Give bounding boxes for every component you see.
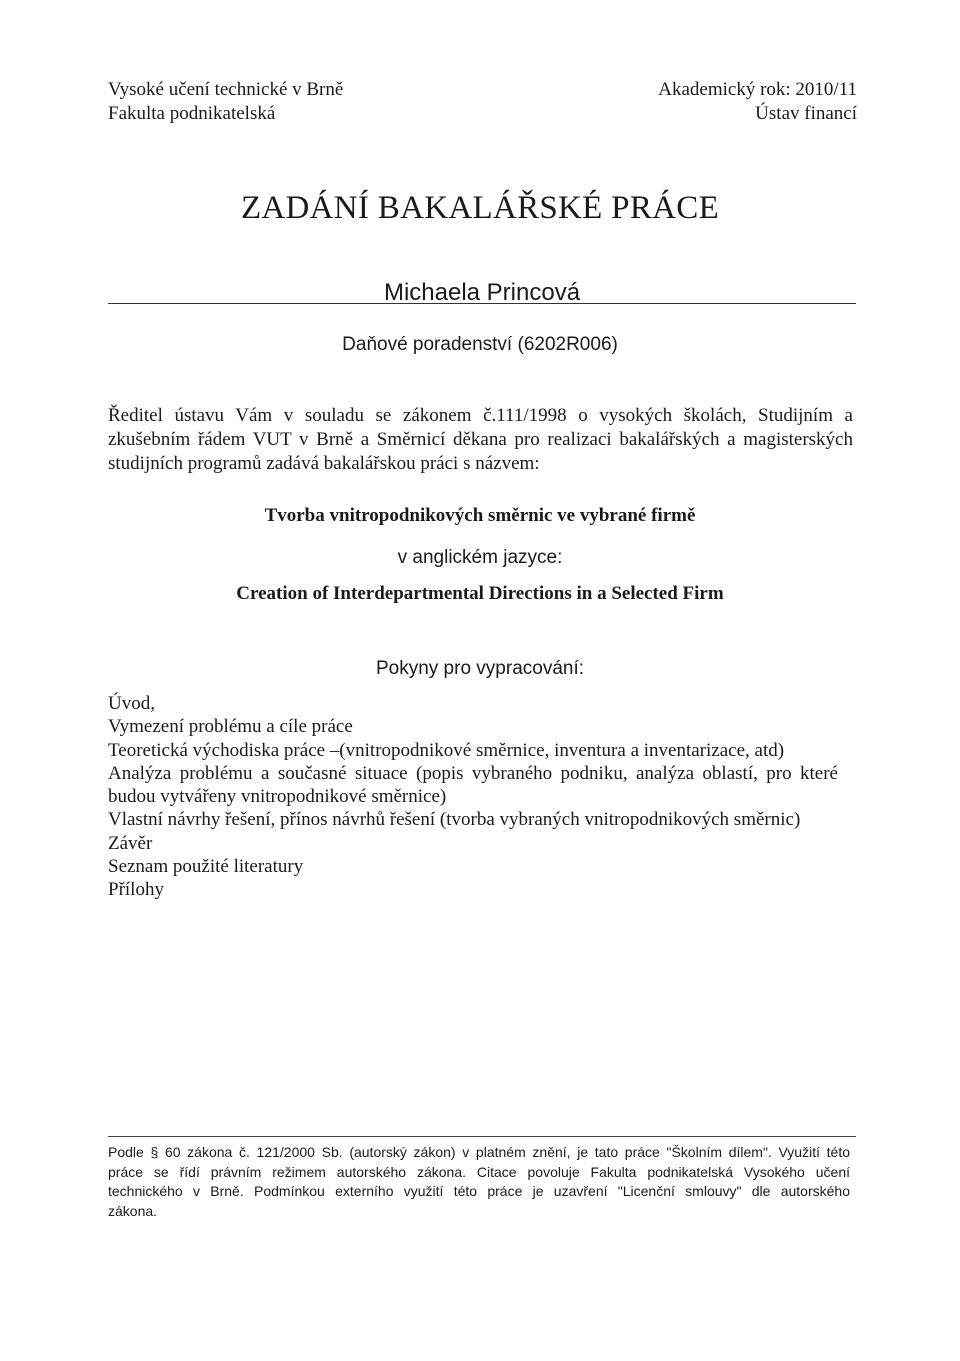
faculty-name: Fakulta podnikatelská	[108, 103, 276, 124]
list-item: Přílohy	[108, 879, 164, 901]
intro-line: zkušebním řádem VUT v Brně a Směrnicí děkana pro realizaci bakalářských a magisterských	[108, 429, 853, 450]
study-program: Daňové poradenství (6202R006)	[342, 334, 618, 355]
list-item: Analýza problému a současné situace (popis vybraného podniku, analýza oblastí, pro které	[108, 762, 838, 784]
header-right	[658, 78, 857, 126]
list-item: Úvod,	[108, 693, 155, 714]
list-item: Seznam použité literatury	[108, 856, 304, 878]
institute-name: Ústav financí	[755, 103, 857, 124]
footer-line: zákona.	[108, 1202, 158, 1219]
header-left	[108, 78, 343, 126]
list-item: Vlastní návrhy řešení, přínos návrhů řešení (tvorba vybraných vnitropodnikových směrnic)	[108, 809, 801, 831]
intro-line: Ředitel ústavu Vám v souladu se zákonem č.111/1998 o vysokých školách, Studijním a	[108, 405, 853, 426]
footer-divider	[108, 1136, 856, 1137]
footer-copyright-note	[108, 1143, 850, 1221]
intro-paragraph	[108, 404, 853, 476]
intro-line: studijních programů zadává bakalářskou práci s názvem:	[108, 453, 540, 474]
list-item: Vymezení problému a cíle práce	[108, 716, 353, 738]
instructions-list	[108, 692, 838, 902]
footer-line: technického v Brně. Podmínkou externího využití této práce je uzavření "Licenční smlouvy" dle autorského	[108, 1183, 850, 1199]
instructions-heading: Pokyny pro vypracování:	[375, 658, 585, 679]
university-name: Vysoké učení technické v Brně	[108, 79, 344, 100]
thesis-title-czech: Tvorba vnitropodnikových směrnic ve vybrané firmě	[264, 505, 696, 526]
english-language-label: v anglickém jazyce:	[397, 547, 563, 568]
list-item: Teoretická východiska práce –(vnitropodnikové směrnice, inventura a inventarizace, atd)	[108, 739, 785, 761]
footer-line: práce se řídí právním režimem autorského zákona. Citace povoluje Fakulta podnikatelská Vysokého učení	[108, 1163, 850, 1180]
student-name-underline	[108, 303, 856, 304]
document-title: ZADÁNÍ BAKALÁŘSKÉ PRÁCE	[240, 190, 720, 226]
academic-year: Akademický rok: 2010/11	[658, 79, 857, 100]
list-item: budou vytvářeny vnitropodnikové směrnice)	[108, 786, 447, 808]
footer-line: Podle § 60 zákona č. 121/2000 Sb. (autorský zákon) v platném znění, je tato práce "Školním dílem". Využití této	[108, 1144, 850, 1160]
student-name: Michaela Princová	[383, 279, 581, 306]
list-item: Závěr	[108, 832, 153, 854]
thesis-title-english: Creation of Interdepartmental Directions in a Selected Firm	[236, 583, 724, 604]
